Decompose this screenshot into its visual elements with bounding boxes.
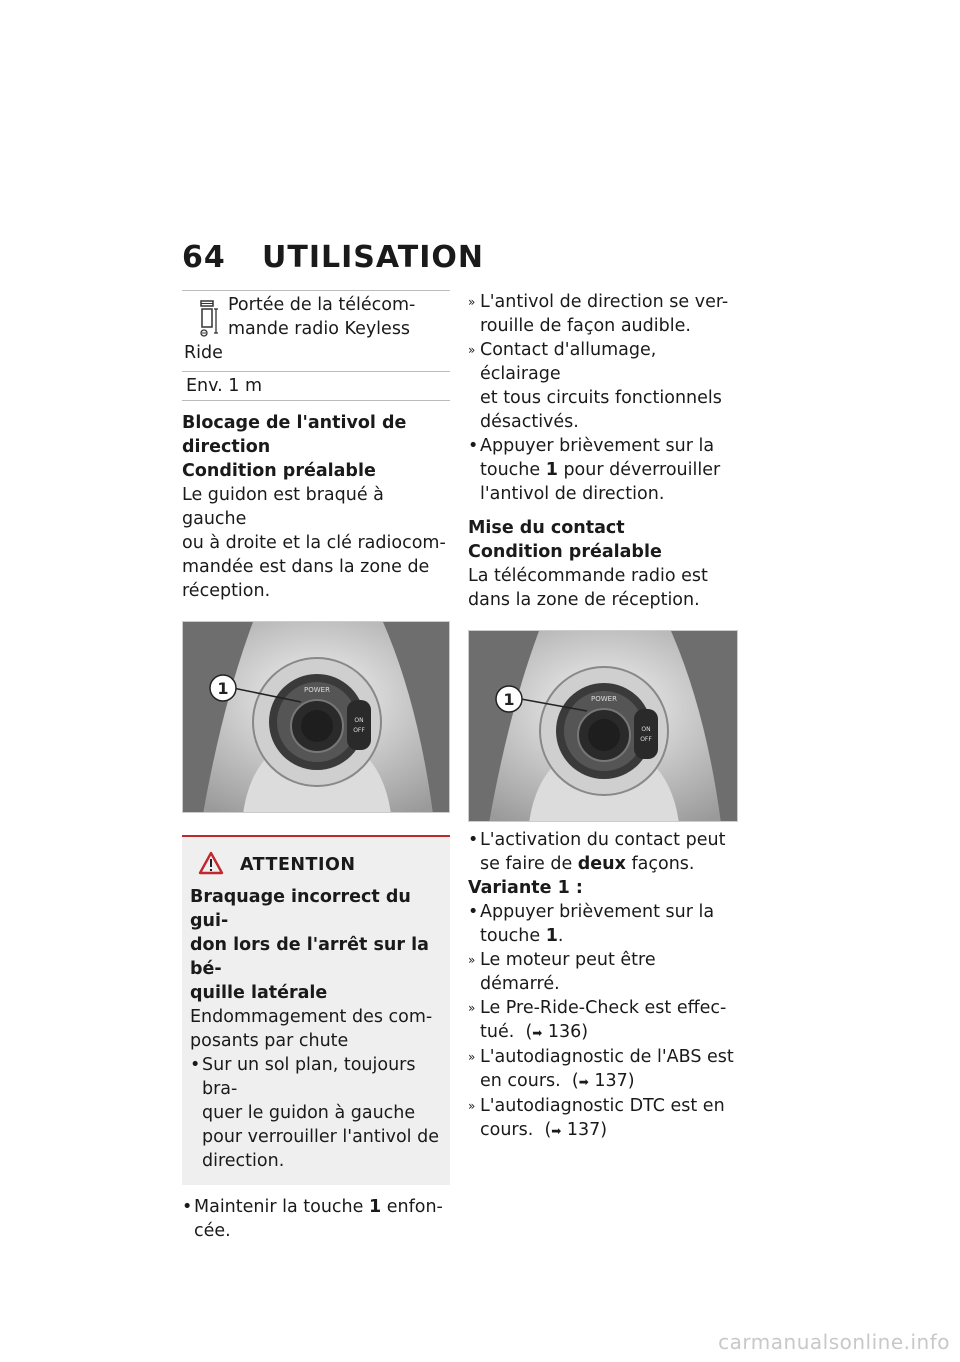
right-column — [468, 290, 740, 1143]
photo-on-label-2: ON — [641, 726, 651, 733]
ignition-photo-left — [182, 621, 450, 813]
spec-header-row — [182, 291, 450, 372]
precondition-heading-2: Condition préalable — [468, 542, 662, 562]
watermark: carmanualsonline.info — [718, 1330, 950, 1354]
precondition-text: Le guidon est braqué à gauche ou à droite et la clé radiocom- mandée est dans la zone de réception. — [182, 485, 446, 601]
page-ref-136[interactable]: (➡ 136) — [519, 1022, 589, 1042]
bullet-two-ways: • L'activation du contact peut se faire de deux façons. — [468, 828, 740, 876]
photo-off-label-2: OFF — [640, 736, 652, 743]
precondition-heading: Condition préalable — [182, 461, 376, 481]
warning-box — [182, 835, 450, 1185]
step-unlock: • Appuyer brièvement sur la touche 1 pour déverrouiller l'antivol de direction. — [468, 434, 740, 506]
left-column — [182, 290, 450, 1243]
step-hold-button: • Maintenir la touche 1 enfon- cée. — [182, 1195, 450, 1243]
arrow-right-icon: ➡ — [532, 1026, 543, 1040]
page-header — [182, 240, 484, 275]
photo-off-label: OFF — [353, 727, 365, 734]
warning-heading: Braquage incorrect du gui- don lors de l'arrêt sur la bé- quille latérale — [190, 887, 429, 1003]
page-number: 64 — [182, 240, 226, 275]
precondition-text-2: La télécommande radio est dans la zone de réception. — [468, 566, 708, 610]
warning-bullet: • Sur un sol plan, toujours bra- quer le guidon à gauche pour verrouiller l'antivol de direction. — [190, 1053, 442, 1173]
photo-on-label: ON — [354, 717, 364, 724]
page-title: UTILISATION — [262, 240, 484, 275]
ignition-photo-right — [468, 630, 738, 822]
result-ignition-off: » Contact d'allumage, éclairage et tous circuits fonctionnels désactivés. — [468, 340, 722, 432]
arrow-right-icon: ➡ — [551, 1124, 562, 1138]
photo-power-label: POWER — [304, 686, 330, 694]
spec-table — [182, 290, 450, 401]
warning-triangle-icon — [198, 851, 224, 879]
result-engine-start: » Le moteur peut être démarré. — [468, 950, 656, 994]
spec-value: Env. 1 m — [186, 376, 263, 396]
page-ref-137-dtc[interactable]: (➡ 137) — [538, 1120, 608, 1140]
result-pre-ride-check: » Le Pre-Ride-Check est effec- tué. (➡ 136) — [468, 998, 727, 1042]
section-heading-ignition: Mise du contact — [468, 518, 625, 538]
page-ref-137-abs[interactable]: (➡ 137) — [566, 1071, 635, 1091]
warning-title: ATTENTION — [240, 855, 356, 875]
photo-callout-1: 1 — [217, 679, 229, 698]
photo-power-label-2: POWER — [591, 695, 617, 703]
result-abs-diagnostic: » L'autodiagnostic de l'ABS est en cours. (➡ 137) — [468, 1047, 734, 1091]
variant-heading: Variante 1 : — [468, 878, 583, 898]
arrow-right-icon: ➡ — [578, 1075, 589, 1089]
spec-label: Portée de la télécom- mande radio Keyless Ride — [184, 295, 416, 363]
warning-text: Endommagement des com- posants par chute — [190, 1007, 433, 1051]
photo-callout-1-right: 1 — [503, 690, 515, 709]
section-heading-steering-lock: Blocage de l'antivol de direction — [182, 413, 407, 457]
result-dtc-diagnostic: » L'autodiagnostic DTC est en cours. (➡ 137) — [468, 1096, 725, 1140]
step-press-button: • Appuyer brièvement sur la touche 1. — [468, 900, 740, 948]
result-lock-audible: » L'antivol de direction se ver- rouille de façon audible. — [468, 292, 729, 336]
